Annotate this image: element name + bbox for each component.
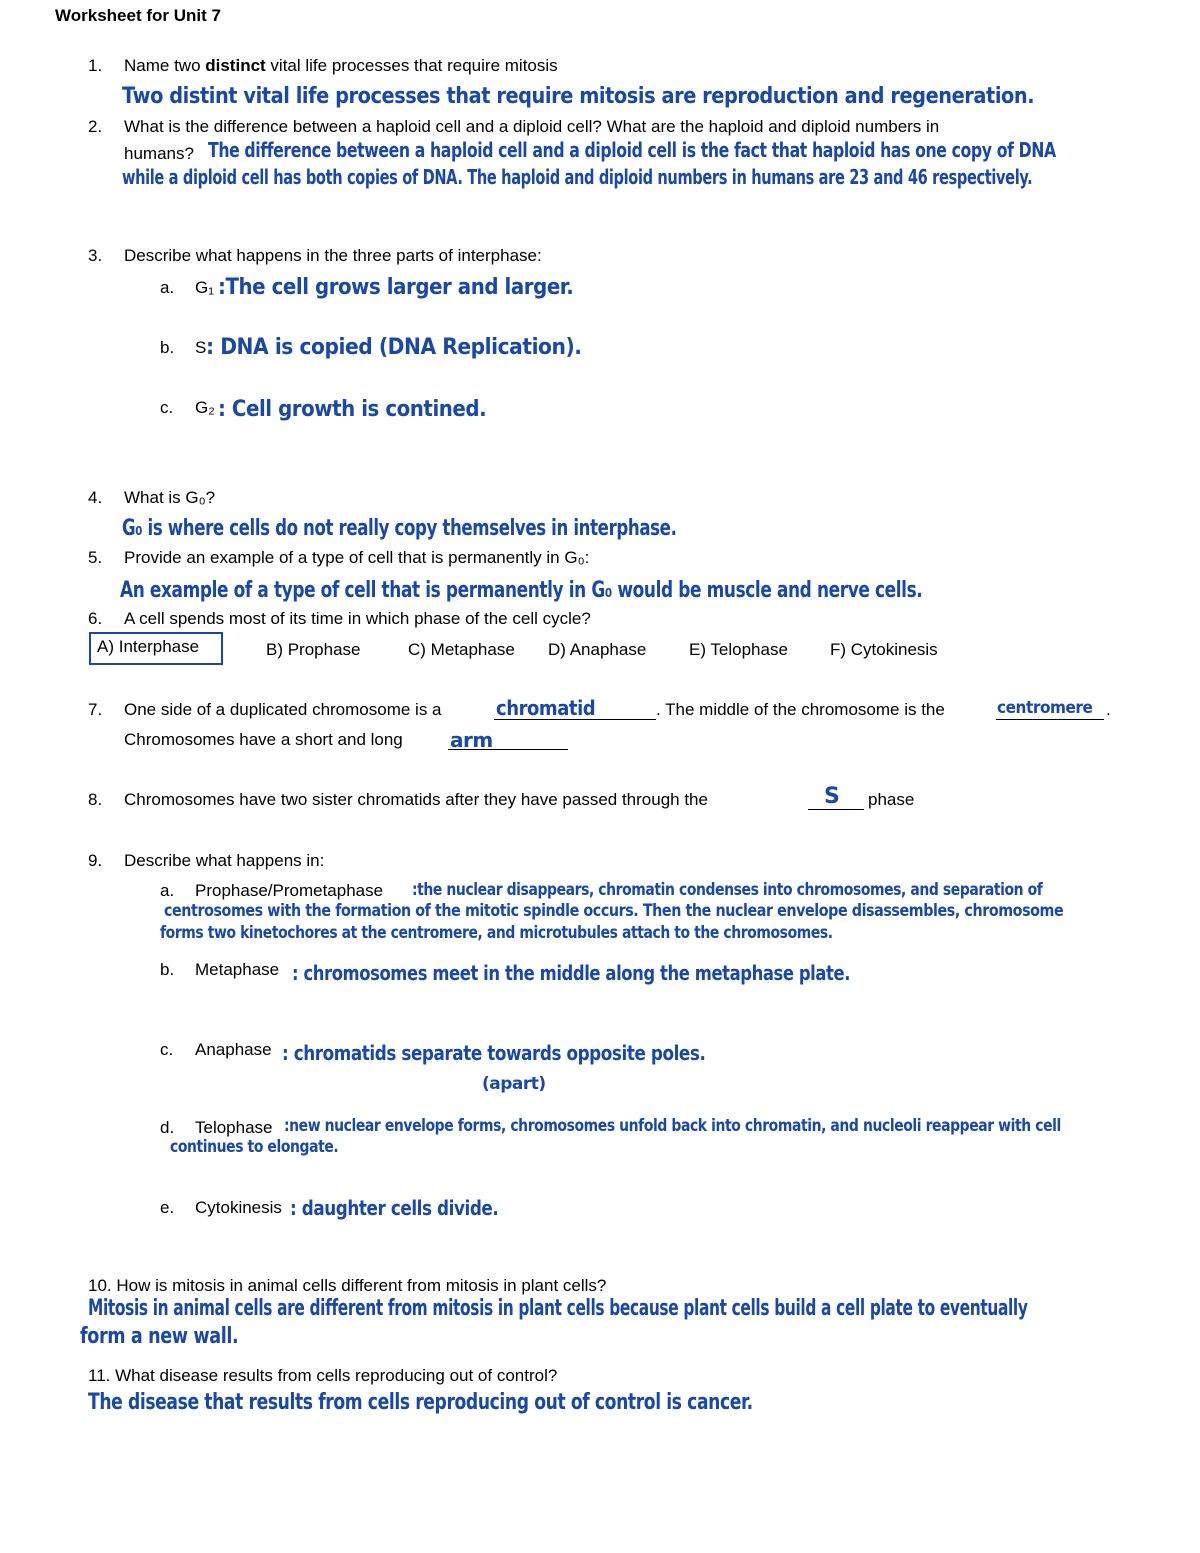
question-7-text-part2: . The middle of the chromosome is the <box>656 700 945 719</box>
choice-metaphase[interactable]: C) Metaphase <box>408 640 515 659</box>
question-10-text: 10. How is mitosis in animal cells different from mitosis in plant cells? <box>88 1276 607 1295</box>
question-2-text-line2: humans? <box>124 144 194 163</box>
answer-9a-line2: centrosomes with the formation of the mitotic spindle occurs. Then the nuclear envelope disassembles, chromosome <box>164 901 1064 921</box>
sub-letter: e. <box>160 1198 175 1217</box>
question-6-text: A cell spends most of its time in which phase of the cell cycle? <box>124 609 591 628</box>
answer-5: An example of a type of cell that is permanently in G₀ would be muscle and nerve cells. <box>120 578 923 603</box>
question-number: 8. <box>88 790 103 809</box>
answer-11: The disease that results from cells reproducing out of control is cancer. <box>88 1390 753 1415</box>
question-11-text: 11. What disease results from cells reproducing out of control? <box>88 1366 558 1385</box>
anaphase-label: Anaphase <box>195 1040 272 1059</box>
interphase-s-label: S <box>195 338 207 357</box>
cytokinesis-label: Cytokinesis <box>195 1198 282 1217</box>
answer-9c: : chromatids separate towards opposite poles. <box>282 1041 706 1065</box>
sub-letter: c. <box>160 398 174 417</box>
telophase-label: Telophase <box>195 1118 273 1137</box>
sub-letter: b. <box>160 960 175 979</box>
answer-7-arm: arm <box>450 728 493 752</box>
question-7-text-part1: One side of a duplicated chromosome is a <box>124 700 442 719</box>
question-1-text: Name two distinct vital life processes that require mitosis <box>124 56 558 75</box>
fill-blank-line <box>808 809 864 810</box>
question-4-text: What is G₀? <box>124 488 216 507</box>
question-number: 9. <box>88 851 103 870</box>
metaphase-label: Metaphase <box>195 960 280 979</box>
choice-cytokinesis[interactable]: F) Cytokinesis <box>830 640 938 659</box>
question-8-text-part1: Chromosomes have two sister chromatids after they have passed through the <box>124 790 708 809</box>
answer-2-line2: while a diploid cell has both copies of DNA. The haploid and diploid numbers in humans are 23 and 46 respectively. <box>122 165 1033 189</box>
question-2-text-line1: What is the difference between a haploid cell and a diploid cell? What are the haploid and diploid numbers in <box>124 117 940 136</box>
choice-prophase[interactable]: B) Prophase <box>266 640 361 659</box>
question-7-text-part3: . <box>1106 700 1111 719</box>
question-5-text: Provide an example of a type of cell that is permanently in G₀: <box>124 548 590 567</box>
answer-9d-line1: :new nuclear envelope forms, chromosomes unfold back into chromatin, and nucleoli reappear with cell <box>284 1116 1061 1136</box>
answer-9a-line3: forms two kinetochores at the centromere, and microtubules attach to the chromosomes. <box>160 923 833 943</box>
answer-8-s: S <box>824 784 840 809</box>
question-number: 6. <box>88 609 103 628</box>
answer-7-centromere: centromere <box>997 698 1093 718</box>
answer-9e: : daughter cells divide. <box>290 1196 499 1220</box>
question-number: 2. <box>88 117 103 136</box>
answer-3b: : DNA is copied (DNA Replication). <box>206 335 582 360</box>
question-9-text: Describe what happens in: <box>124 851 325 870</box>
question-number: 4. <box>88 488 103 507</box>
sub-letter: a. <box>160 278 175 297</box>
question-number: 1. <box>88 56 103 75</box>
question-number: 3. <box>88 246 103 265</box>
answer-10-line1: Mitosis in animal cells are different from mitosis in plant cells because plant cells build a cell plate to eventually <box>88 1296 1028 1321</box>
question-8-text-part2: phase <box>868 790 915 809</box>
answer-7-chromatid: chromatid <box>496 696 596 720</box>
choice-telophase[interactable]: E) Telophase <box>689 640 788 659</box>
answer-9a-line1: :the nuclear disappears, chromatin condenses into chromosomes, and separation of <box>412 880 1043 900</box>
answer-9c-caret-note: (apart) <box>482 1074 546 1094</box>
choice-interphase-selected[interactable]: A) Interphase <box>89 632 223 665</box>
question-number: 5. <box>88 548 103 567</box>
answer-4: G₀ is where cells do not really copy themselves in interphase. <box>122 516 677 541</box>
choice-anaphase[interactable]: D) Anaphase <box>548 640 647 659</box>
question-number: 7. <box>88 700 103 719</box>
sub-letter: d. <box>160 1118 175 1137</box>
answer-9b: : chromosomes meet in the middle along the metaphase plate. <box>292 961 851 985</box>
question-7-text-part4: Chromosomes have a short and long <box>124 730 403 749</box>
interphase-g2-label: G₂ <box>195 398 215 417</box>
sub-letter: a. <box>160 881 175 900</box>
answer-10-line2: form a new wall. <box>80 1324 239 1349</box>
answer-2-line1: The difference between a haploid cell and a diploid cell is the fact that haploid has one copy of DNA <box>208 138 1056 162</box>
answer-1: Two distint vital life processes that require mitosis are reproduction and regeneration. <box>122 84 1035 109</box>
page-title: Worksheet for Unit 7 <box>55 6 221 25</box>
answer-9d-line2: continues to elongate. <box>170 1137 339 1157</box>
fill-blank-line <box>996 719 1104 720</box>
prophase-label: Prophase/Prometaphase <box>195 881 384 900</box>
sub-letter: b. <box>160 338 175 357</box>
interphase-g1-label: G₁ <box>195 278 214 297</box>
answer-3a: :The cell grows larger and larger. <box>218 275 574 300</box>
sub-letter: c. <box>160 1040 174 1059</box>
answer-3c: : Cell growth is contined. <box>218 397 487 422</box>
question-3-text: Describe what happens in the three parts of interphase: <box>124 246 542 265</box>
